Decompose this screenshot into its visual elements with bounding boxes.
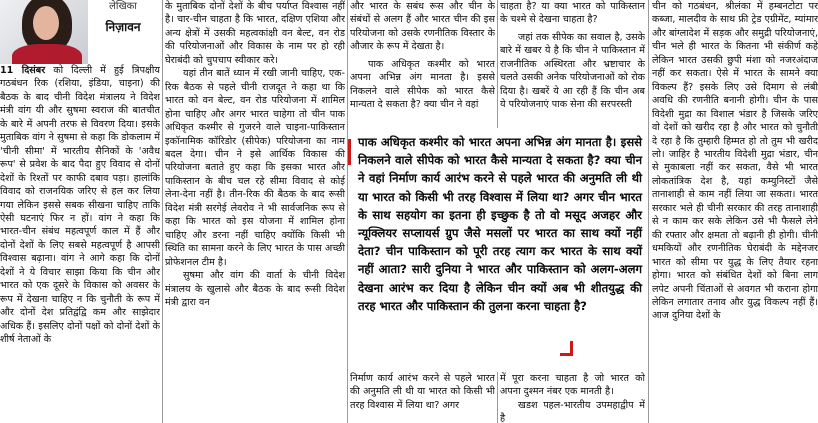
paragraph: जहां तक सीपेक का सवाल है, उसके बारे में खबर ये है कि चीन ने पाकिस्तान में राजनीतिक अस्थिरता और भ्रष्टाचार के चलते उसकी अनेक परियोजनाओं को रोक दिया है। खबरें ये आ रही हैं कि चीन अब ये परियोजनाएं पाक सेना की सरपरस्ती <box>500 31 645 111</box>
article-column-5 <box>652 0 818 323</box>
author-name: निज़ावन <box>105 20 141 34</box>
article-column-4-continued <box>500 372 645 423</box>
column-divider <box>497 372 498 423</box>
column-divider <box>162 0 163 423</box>
column-divider <box>497 0 498 128</box>
paragraph: यहां तीन बातें ध्यान में रखी जानी चाहिए, एक-रिक बैठक से पहले चीनी राजदूत ने कहा था कि भारत को वन बेल्ट, वन रोड परियोजना में शामिल होना चाहिए और अगर भारत चाहेगा तो चीन पाक अधिकृत कश्मीर से गुजरने वाले चाइना-पाकिस्तान इकॉनामिक कॉरिडोर (सीपेक) परियोजना का नाम बदल देगा। चीन ने इसे आर्थिक विकास की परियोजना बताते हुए कहा कि इसका भारत और पाकिस्तान के बीच चल रहे सीमा विवाद से कोई लेना-देना नहीं है। तीन-रिक की बैठक के बाद रूसी विदेश मंत्री सरगेई लेवरोव ने भी सार्वजनिक रूप से कहा कि भारत को इस योजना में शामिल होना चाहिए और डरना नहीं चाहिए क्योंकि किसी भी स्थिति का सामना करने के लिए भारत के पास अच्छी प्रोफेशनल टीम है। <box>165 68 345 268</box>
article-column-3-continued <box>350 372 495 423</box>
pull-quote <box>348 133 644 365</box>
author-top-text: लेखिका <box>109 1 137 12</box>
paragraph: के मुताबिक दोनों देशों के बीच पर्याप्त विश्वास नहीं है। चार-चीन चाहता है कि भारत, दक्षिण एशिया और अन्य क्षेत्रों में उसकी महत्वकांक्षी वन बेल्ट, वन रोड की परियोजनाओं और विकास के नाम पर हो रही घेराबंदी को चुपचाप स्वीकार करे। <box>165 1 345 66</box>
pull-quote-text: पाक अधिकृत कश्मीर को भारत अपना अभिन्न अंग मानता है। इससे निकलने वाले सीपेक को भारत कैसे मान्यता दे सकता है? क्या चीन ने वहां निर्माण कार्य आरंभ करने से पहले भारत की अनुमति ली थी या भारत को किसी भी तरह विश्वास में लिया था? अगर चीन भारत के साथ सहयोग का इतना ही इच्छुक है तो वो मसूद अजहर और न्यूक्लियर सप्लायर्स ग्रुप जैसे मसलों पर भारत का साथ क्यों नहीं देता? चीन पाकिस्तान को पूरी तरह त्याग कर भारत के साथ क्यों नहीं आता? सारी दुनिया ने भारत और पाकिस्तान को अलग-अलग देखना आरंभ कर दिया है लेकिन चीन क्यों अब भी शीतयुद्ध की तरह भारत और पाकिस्तान की तुलना करना चाहता है? <box>358 135 642 313</box>
paragraph: और भारत के सबंध रूस और चीन के संबंधों से अलग हैं और भारत चीन की इस परियोजना को उसके रणनीतिक विस्तार के औजार के रूप में देखता है। <box>350 1 495 53</box>
paragraph: पाक अधिकृत कश्मीर को भारत अपना अभिन्न अंग मानता है। इससे निकलने वाले सीपेक को भारत कैसे मान्यता दे सकता है? क्या चीन ने वहां <box>350 58 495 111</box>
paragraph: 11 दिसंबर को दिल्ली में हुई त्रिपक्षीय गठबंधन रिक (रशिया, इंडिया, चाइना) की बैठक के बाद चीनी विदेश मंत्रालय ने विदेश मंत्री वांग यी और सुषमा स्वराज की बातचीत के बारे में अपनी तरफ से विवरण दिया। इसके मुताबिक वांग ने सुषमा से कहा कि डोकलाम में 'चीनी सीमा' में भारतीय सैनिकों के 'अवैध रूप' से प्रवेश के बाद पैदा हुए विवाद से दोनों देशों के रिश्तों पर काफी दबाव पड़ा। हालांकि विवाद को राजनयिक जरिए से हल कर लिया गया लेकिन इससे सबक सीखना चाहिए ताकि ऐसी घटनाएं फिर न हों। वांग ने कहा कि भारत-चीन संबंध महत्वपूर्ण काल में हैं और दोनों देशों के लिए सबसे महत्वपूर्ण है आपसी विश्वास बढ़ाना। वांग ने आगे कहा कि दोनों देशों ने ये विचार साझा किया कि चीन और भारत को एक दूसरे के विकास को अवसर के रूप में देखना चाहिए न कि चुनौती के रूप में और दोनों देश प्रतिद्वंद्वि कम और साझेदार अधिक हैं। इसलिए दोनों पक्षों को दोनों देशों के शीर्ष नेताओं के <box>0 65 160 346</box>
paragraph: सुषमा और वांग की वार्ता के चीनी विदेश मंत्रालय के खुलासे और बैठक के बाद रूसी विदेश मंत्री द्वारा वन <box>165 270 345 308</box>
column-divider <box>648 0 649 423</box>
paragraph: चाहता है? या क्या भारत को पाकिस्तान के चश्मे से देखना चाहता है? <box>500 1 645 26</box>
article-column-4 <box>500 0 645 128</box>
paragraph: निर्माण कार्य आरंभ करने से पहले भारत की अनुमति ली थी या भारत को किसी भी तरह विश्वास में लिया था? अगर <box>350 373 495 411</box>
article-column-3 <box>350 0 495 128</box>
author-photo <box>0 0 88 64</box>
article-date: 11 दिसंबर <box>0 65 46 76</box>
quote-corner-mark <box>560 341 573 356</box>
author-byline <box>88 0 158 64</box>
paragraph: में पूरा करना चाहता है जो भारत को अपना दुश्मन नंबर एक मानती है। <box>500 373 645 398</box>
paragraph: खडश पहल-भारतीय उपमहाद्वीप में है <box>500 399 645 423</box>
paragraph: चीन को गठबंधन, श्रीलंका में हम्बनटोटा पर कब्जा, मालदीव के साथ फ्री ट्रेड एग्रीमेंट, म्यांमार और बांग्लादेश में सड़क और समुद्री परियोजनाएं, चीन भले ही भारत के कितना भी संकीर्ण कहे लेकिन भारत उसकी छुपी मंशा को नजरअंदाज नहीं कर सकता। ऐसे में भारत के सामने क्या विकल्प हैं? इसके लिए उसे दिमाग से लंबी अवधि की रणनीति बनानी होगी। चीन के पास विदेशी मुद्रा का विशाल भंडार है जिसके जरिए वो देशों को खरीद रहा है और भारत को चुनौती दे रहा है कि तुम्हारी हिम्मत हो तो तुम भी खरीद लो। जाहिर है भारतीय विदेशी मुद्रा भंडार, चीन से मुकाबला नहीं कर सकता, वैसे भी भारत लोकतांत्रिक देश है, यहां कम्युनिस्टों जैसे तानाशाही से काम नहीं लिया जा सकता। भारत सरकार भले ही चीनी सरकार की तरह तानाशाही से न काम कर सके लेकिन उसे भी फैसले लेने की रफ्तार और क्षमता तो बढ़ानी ही होगी। चीनी धमकियों और रणनीतिक घेराबंदी के मद्देनजर भारत को सीमा पर युद्ध के लिए तैयार रहना होगा। भारत को संबंधित देशों को बिना लाग लपेट अपनी चिंताओं से अवगत भी कराना होगा लेकिन लगातार तनाव और युद्ध विकल्प नहीं हैं। आज दुनिया देशों के <box>652 1 818 322</box>
article-column-1 <box>0 0 160 347</box>
article-column-2 <box>165 0 345 309</box>
quote-accent-bar <box>348 139 351 165</box>
